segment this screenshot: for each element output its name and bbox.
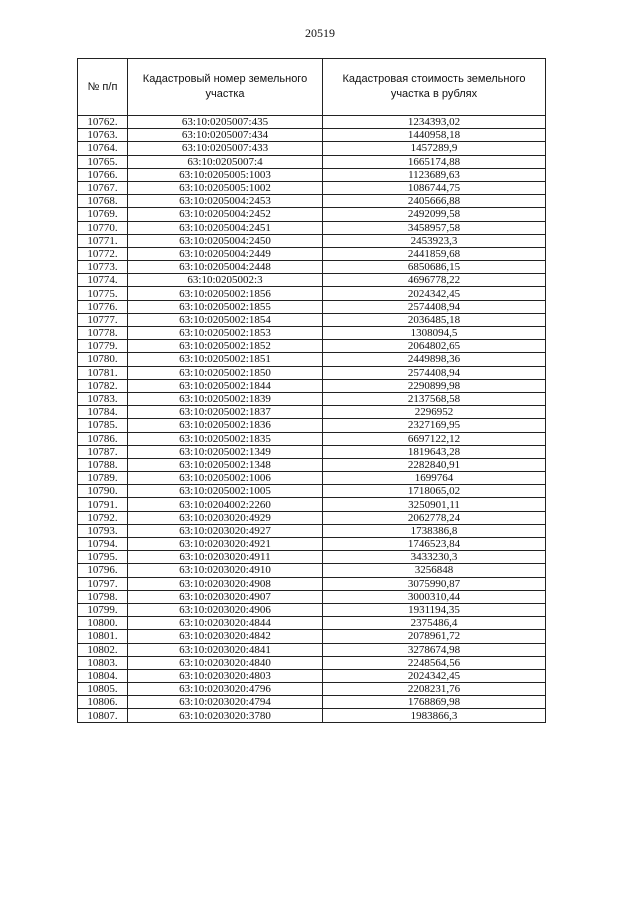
cadastral-value-cell: 2064802,65 xyxy=(323,340,546,353)
cadastral-value-cell: 2574408,94 xyxy=(323,366,546,379)
cadastral-value-cell: 2375486,4 xyxy=(323,617,546,630)
row-number-cell: 10802. xyxy=(78,643,128,656)
cadastral-value-cell: 2137568,58 xyxy=(323,392,546,405)
row-number-cell: 10771. xyxy=(78,234,128,247)
cadastral-number-cell: 63:10:0205002:1005 xyxy=(128,485,323,498)
row-number-cell: 10773. xyxy=(78,261,128,274)
cadastral-number-cell: 63:10:0203020:4803 xyxy=(128,669,323,682)
row-number-cell: 10786. xyxy=(78,432,128,445)
cadastral-value-cell: 1931194,35 xyxy=(323,603,546,616)
cadastral-value-cell: 1308094,5 xyxy=(323,327,546,340)
table-row xyxy=(78,287,546,300)
cadastral-value-cell: 1086744,75 xyxy=(323,181,546,194)
table-row xyxy=(78,247,546,260)
cadastral-value-table xyxy=(77,58,546,723)
cadastral-value-cell: 1768869,98 xyxy=(323,696,546,709)
cadastral-number-cell: 63:10:0205007:434 xyxy=(128,129,323,142)
row-number-cell: 10784. xyxy=(78,406,128,419)
row-number-cell: 10804. xyxy=(78,669,128,682)
row-number-cell: 10768. xyxy=(78,195,128,208)
cadastral-number-cell: 63:10:0203020:4794 xyxy=(128,696,323,709)
table-row xyxy=(78,366,546,379)
cadastral-number-cell: 63:10:0205002:1837 xyxy=(128,406,323,419)
cadastral-number-cell: 63:10:0203020:4921 xyxy=(128,538,323,551)
row-number-cell: 10785. xyxy=(78,419,128,432)
row-number-cell: 10788. xyxy=(78,458,128,471)
cadastral-number-cell: 63:10:0205002:3 xyxy=(128,274,323,287)
table-row xyxy=(78,656,546,669)
cadastral-value-cell: 3278674,98 xyxy=(323,643,546,656)
cadastral-number-cell: 63:10:0204002:2260 xyxy=(128,498,323,511)
cadastral-number-cell: 63:10:0205007:435 xyxy=(128,116,323,129)
table-row xyxy=(78,340,546,353)
row-number-cell: 10766. xyxy=(78,168,128,181)
cadastral-value-cell: 2453923,3 xyxy=(323,234,546,247)
header-cadastral-number: Кадастровый номер земельного участка xyxy=(128,59,323,116)
cadastral-value-cell: 1718065,02 xyxy=(323,485,546,498)
cadastral-number-cell: 63:10:0203020:3780 xyxy=(128,709,323,722)
table-row xyxy=(78,590,546,603)
row-number-cell: 10782. xyxy=(78,379,128,392)
row-number-cell: 10780. xyxy=(78,353,128,366)
table-row xyxy=(78,577,546,590)
table-row xyxy=(78,643,546,656)
table-row xyxy=(78,485,546,498)
table-row xyxy=(78,538,546,551)
cadastral-value-cell: 1738386,8 xyxy=(323,524,546,537)
cadastral-value-cell: 2290899,98 xyxy=(323,379,546,392)
cadastral-number-cell: 63:10:0203020:4841 xyxy=(128,643,323,656)
cadastral-value-cell: 1440958,18 xyxy=(323,129,546,142)
row-number-cell: 10774. xyxy=(78,274,128,287)
cadastral-number-cell: 63:10:0203020:4910 xyxy=(128,564,323,577)
table-row xyxy=(78,419,546,432)
cadastral-value-cell: 2078961,72 xyxy=(323,630,546,643)
row-number-cell: 10790. xyxy=(78,485,128,498)
table-row xyxy=(78,234,546,247)
cadastral-number-cell: 63:10:0205002:1836 xyxy=(128,419,323,432)
table-row xyxy=(78,142,546,155)
cadastral-value-cell: 3250901,11 xyxy=(323,498,546,511)
table-row xyxy=(78,445,546,458)
cadastral-number-cell: 63:10:0205005:1003 xyxy=(128,168,323,181)
row-number-cell: 10798. xyxy=(78,590,128,603)
table-row xyxy=(78,683,546,696)
cadastral-value-cell: 2405666,88 xyxy=(323,195,546,208)
cadastral-value-cell: 2036485,18 xyxy=(323,313,546,326)
table-row xyxy=(78,696,546,709)
table-body xyxy=(78,116,546,723)
row-number-cell: 10807. xyxy=(78,709,128,722)
cadastral-number-cell: 63:10:0203020:4796 xyxy=(128,683,323,696)
cadastral-number-cell: 63:10:0205002:1348 xyxy=(128,458,323,471)
cadastral-value-cell: 6850686,15 xyxy=(323,261,546,274)
table-row xyxy=(78,432,546,445)
row-number-cell: 10767. xyxy=(78,181,128,194)
cadastral-number-cell: 63:10:0203020:4906 xyxy=(128,603,323,616)
row-number-cell: 10792. xyxy=(78,511,128,524)
table-row xyxy=(78,511,546,524)
cadastral-value-cell: 2296952 xyxy=(323,406,546,419)
cadastral-value-cell: 3458957,58 xyxy=(323,221,546,234)
cadastral-value-cell: 2208231,76 xyxy=(323,683,546,696)
cadastral-value-cell: 2327169,95 xyxy=(323,419,546,432)
row-number-cell: 10794. xyxy=(78,538,128,551)
cadastral-number-cell: 63:10:0205004:2449 xyxy=(128,247,323,260)
cadastral-value-cell: 1819643,28 xyxy=(323,445,546,458)
table-header xyxy=(78,59,546,116)
cadastral-number-cell: 63:10:0205004:2453 xyxy=(128,195,323,208)
table-row xyxy=(78,564,546,577)
row-number-cell: 10779. xyxy=(78,340,128,353)
table-row xyxy=(78,208,546,221)
page-number: 20519 xyxy=(305,26,335,40)
cadastral-number-cell: 63:10:0205002:1835 xyxy=(128,432,323,445)
cadastral-number-cell: 63:10:0205002:1856 xyxy=(128,287,323,300)
row-number-cell: 10805. xyxy=(78,683,128,696)
table-row xyxy=(78,116,546,129)
cadastral-value-cell: 3000310,44 xyxy=(323,590,546,603)
cadastral-number-cell: 63:10:0205004:2448 xyxy=(128,261,323,274)
row-number-cell: 10762. xyxy=(78,116,128,129)
row-number-cell: 10803. xyxy=(78,656,128,669)
table-row xyxy=(78,392,546,405)
row-number-cell: 10795. xyxy=(78,551,128,564)
cadastral-value-cell: 2062778,24 xyxy=(323,511,546,524)
cadastral-number-cell: 63:10:0203020:4911 xyxy=(128,551,323,564)
row-number-cell: 10769. xyxy=(78,208,128,221)
table-row xyxy=(78,524,546,537)
cadastral-value-cell: 6697122,12 xyxy=(323,432,546,445)
cadastral-number-cell: 63:10:0203020:4840 xyxy=(128,656,323,669)
table-row xyxy=(78,221,546,234)
cadastral-value-cell: 2024342,45 xyxy=(323,669,546,682)
cadastral-value-cell: 2492099,58 xyxy=(323,208,546,221)
cadastral-number-cell: 63:10:0205002:1851 xyxy=(128,353,323,366)
cadastral-value-cell: 4696778,22 xyxy=(323,274,546,287)
row-number-cell: 10765. xyxy=(78,155,128,168)
row-number-cell: 10801. xyxy=(78,630,128,643)
cadastral-number-cell: 63:10:0205002:1852 xyxy=(128,340,323,353)
header-row-number: № п/п xyxy=(78,59,128,116)
cadastral-value-cell: 2574408,94 xyxy=(323,300,546,313)
row-number-cell: 10789. xyxy=(78,472,128,485)
cadastral-number-cell: 63:10:0205002:1854 xyxy=(128,313,323,326)
row-number-cell: 10764. xyxy=(78,142,128,155)
cadastral-number-cell: 63:10:0203020:4929 xyxy=(128,511,323,524)
cadastral-number-cell: 63:10:0205004:2451 xyxy=(128,221,323,234)
table-row xyxy=(78,617,546,630)
table-row xyxy=(78,327,546,340)
cadastral-number-cell: 63:10:0205002:1850 xyxy=(128,366,323,379)
row-number-cell: 10772. xyxy=(78,247,128,260)
cadastral-value-cell: 2282840,91 xyxy=(323,458,546,471)
cadastral-value-cell: 3075990,87 xyxy=(323,577,546,590)
cadastral-value-cell: 1665174,88 xyxy=(323,155,546,168)
table-row xyxy=(78,458,546,471)
table-row xyxy=(78,472,546,485)
table-row xyxy=(78,353,546,366)
row-number-cell: 10776. xyxy=(78,300,128,313)
table-row xyxy=(78,155,546,168)
cadastral-value-cell: 3433230,3 xyxy=(323,551,546,564)
cadastral-number-cell: 63:10:0205002:1349 xyxy=(128,445,323,458)
row-number-cell: 10793. xyxy=(78,524,128,537)
cadastral-value-cell: 3256848 xyxy=(323,564,546,577)
table-row xyxy=(78,195,546,208)
cadastral-number-cell: 63:10:0203020:4908 xyxy=(128,577,323,590)
row-number-cell: 10796. xyxy=(78,564,128,577)
cadastral-value-cell: 2024342,45 xyxy=(323,287,546,300)
table-row xyxy=(78,168,546,181)
cadastral-value-cell: 1746523,84 xyxy=(323,538,546,551)
header-cadastral-value: Кадастровая стоимость земельного участка в рублях xyxy=(323,59,546,116)
cadastral-number-cell: 63:10:0205002:1853 xyxy=(128,327,323,340)
row-number-cell: 10806. xyxy=(78,696,128,709)
row-number-cell: 10799. xyxy=(78,603,128,616)
header-row xyxy=(78,59,546,116)
cadastral-number-cell: 63:10:0205007:433 xyxy=(128,142,323,155)
cadastral-value-cell: 1123689,63 xyxy=(323,168,546,181)
cadastral-number-cell: 63:10:0203020:4844 xyxy=(128,617,323,630)
row-number-cell: 10775. xyxy=(78,287,128,300)
row-number-cell: 10797. xyxy=(78,577,128,590)
row-number-cell: 10763. xyxy=(78,129,128,142)
table-row xyxy=(78,498,546,511)
cadastral-number-cell: 63:10:0205004:2450 xyxy=(128,234,323,247)
table-row xyxy=(78,274,546,287)
cadastral-value-cell: 1234393,02 xyxy=(323,116,546,129)
row-number-cell: 10787. xyxy=(78,445,128,458)
cadastral-number-cell: 63:10:0203020:4842 xyxy=(128,630,323,643)
cadastral-number-cell: 63:10:0205002:1855 xyxy=(128,300,323,313)
table-row xyxy=(78,181,546,194)
cadastral-value-cell: 1457289,9 xyxy=(323,142,546,155)
table-row xyxy=(78,379,546,392)
row-number-cell: 10777. xyxy=(78,313,128,326)
cadastral-number-cell: 63:10:0203020:4907 xyxy=(128,590,323,603)
table-row xyxy=(78,603,546,616)
row-number-cell: 10778. xyxy=(78,327,128,340)
table-row xyxy=(78,261,546,274)
cadastral-number-cell: 63:10:0205002:1006 xyxy=(128,472,323,485)
cadastral-value-cell: 2449898,36 xyxy=(323,353,546,366)
cadastral-number-cell: 63:10:0205007:4 xyxy=(128,155,323,168)
table-row xyxy=(78,129,546,142)
row-number-cell: 10781. xyxy=(78,366,128,379)
table-row xyxy=(78,709,546,722)
cadastral-number-cell: 63:10:0205004:2452 xyxy=(128,208,323,221)
cadastral-number-cell: 63:10:0205005:1002 xyxy=(128,181,323,194)
table-row xyxy=(78,669,546,682)
table-row xyxy=(78,630,546,643)
cadastral-number-cell: 63:10:0205002:1844 xyxy=(128,379,323,392)
cadastral-number-cell: 63:10:0205002:1839 xyxy=(128,392,323,405)
cadastral-value-cell: 1699764 xyxy=(323,472,546,485)
table-row xyxy=(78,551,546,564)
row-number-cell: 10783. xyxy=(78,392,128,405)
cadastral-number-cell: 63:10:0203020:4927 xyxy=(128,524,323,537)
cadastral-value-cell: 1983866,3 xyxy=(323,709,546,722)
cadastral-value-cell: 2248564,56 xyxy=(323,656,546,669)
row-number-cell: 10800. xyxy=(78,617,128,630)
row-number-cell: 10770. xyxy=(78,221,128,234)
table-row xyxy=(78,313,546,326)
row-number-cell: 10791. xyxy=(78,498,128,511)
table-row xyxy=(78,300,546,313)
table-row xyxy=(78,406,546,419)
cadastral-value-cell: 2441859,68 xyxy=(323,247,546,260)
